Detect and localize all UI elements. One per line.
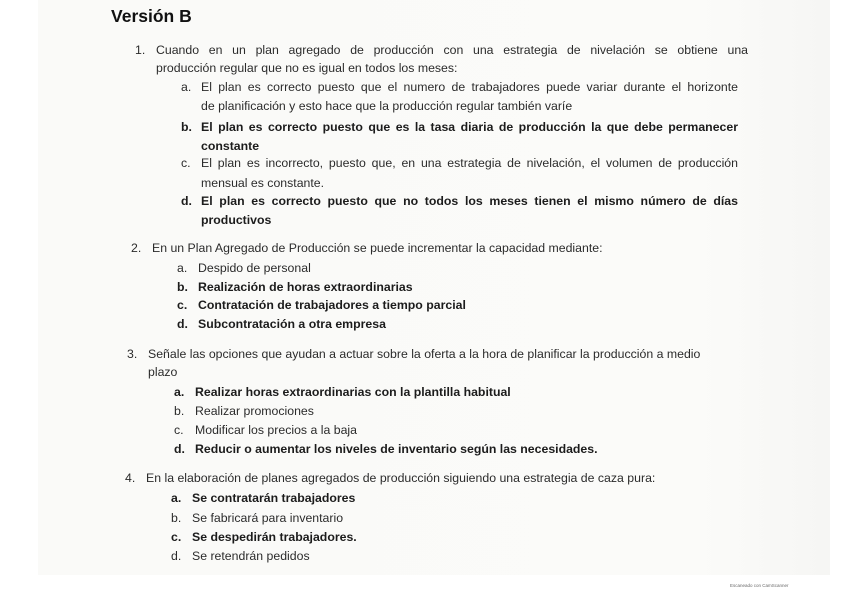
- option-letter: b.: [174, 404, 185, 418]
- option-text: Despido de personal: [198, 261, 311, 275]
- option-text: El plan es correcto puesto que es la tasa diaria de producción la que debe permanecer: [201, 120, 738, 134]
- option-letter: d.: [177, 317, 188, 331]
- option-letter: c.: [181, 156, 191, 170]
- option-text: Contratación de trabajadores a tiempo parcial: [198, 298, 466, 312]
- option-letter: a.: [181, 80, 192, 94]
- option-letter: a.: [174, 385, 185, 399]
- option-letter: c.: [171, 530, 182, 544]
- option-letter: b.: [177, 280, 188, 294]
- version-heading: Versión B: [111, 6, 192, 26]
- option-letter: b.: [181, 120, 192, 134]
- page-bottom-band: [0, 575, 848, 599]
- question-text: En un Plan Agregado de Producción se puede incrementar la capacidad mediante:: [152, 241, 603, 255]
- option-text: productivos: [201, 213, 272, 227]
- question-number: 2.: [131, 241, 142, 255]
- option-letter: b.: [171, 511, 182, 525]
- question-number: 4.: [125, 471, 136, 485]
- option-text: Se retendrán pedidos: [192, 549, 310, 563]
- option-letter: a.: [177, 261, 188, 275]
- option-letter: d.: [181, 194, 192, 208]
- option-text: Subcontratación a otra empresa: [198, 317, 386, 331]
- question-text: plazo: [148, 365, 178, 379]
- scanner-watermark: Escaneado con CamScanner: [730, 583, 789, 588]
- question-text: producción regular que no es igual en todos los meses:: [156, 61, 458, 75]
- option-letter: d.: [171, 549, 182, 563]
- question-text: En la elaboración de planes agregados de producción siguiendo una estrategia de caza pura:: [146, 471, 656, 485]
- option-letter: c.: [177, 298, 188, 312]
- option-letter: c.: [174, 423, 184, 437]
- option-text: Realizar promociones: [195, 404, 314, 418]
- option-text: El plan es correcto puesto que no todos los meses tienen el mismo número de días: [201, 194, 738, 208]
- option-text: Se fabricará para inventario: [192, 511, 344, 525]
- option-letter: d.: [174, 442, 185, 456]
- option-text: de planificación y esto hace que la producción regular también varíe: [201, 99, 573, 113]
- question-text: Cuando en un plan agregado de producción con una estrategia de nivelación se obtiene una: [156, 43, 748, 57]
- option-text: Modificar los precios a la baja: [195, 423, 357, 437]
- option-letter: a.: [171, 491, 182, 505]
- option-text: constante: [201, 139, 260, 153]
- question-number: 1.: [135, 43, 146, 57]
- option-text: El plan es correcto puesto que el numero de trabajadores puede variar durante el horizonte: [201, 80, 738, 94]
- option-text: Realizar horas extraordinarias con la plantilla habitual: [195, 385, 511, 399]
- option-text: Realización de horas extraordinarias: [198, 280, 413, 294]
- option-text: El plan es incorrecto, puesto que, en una estrategia de nivelación, el volumen de producción: [201, 156, 738, 170]
- question-text: Señale las opciones que ayudan a actuar sobre la oferta a la hora de planificar la producción a medio: [148, 347, 701, 361]
- page-margin: [0, 0, 38, 575]
- option-text: Se contratarán trabajadores: [192, 491, 356, 505]
- option-text: Se despedirán trabajadores.: [192, 530, 357, 544]
- option-text: mensual es constante.: [201, 176, 325, 190]
- option-text: Reducir o aumentar los niveles de inventario según las necesidades.: [195, 442, 598, 456]
- question-number: 3.: [127, 347, 138, 361]
